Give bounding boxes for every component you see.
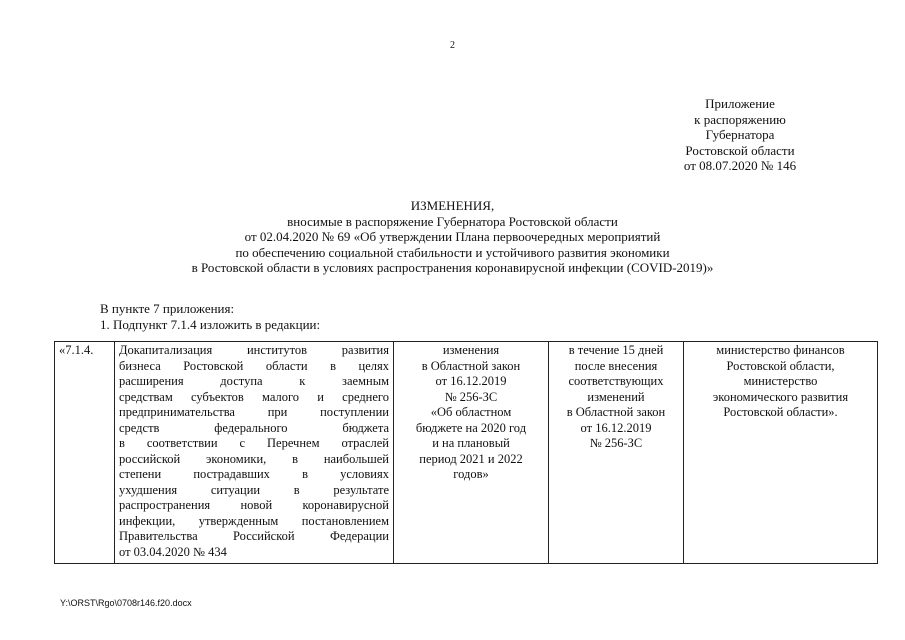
file-path-footer: Y:\ORST\Rgo\0708r146.f20.docx <box>60 598 192 608</box>
basis-line: бюджете на 2020 год <box>415 420 527 435</box>
description-line: Правительства Российской Федерации <box>119 529 389 543</box>
description-line: инфекции, утвержденным постановлением <box>119 513 389 528</box>
document-subtitle-line: по обеспечению социальной стабильности и устойчивого развития экономики <box>235 244 670 260</box>
basis-line: «Об областном <box>430 405 512 419</box>
appendix-line: Приложение <box>705 96 775 111</box>
cell-description <box>115 342 394 564</box>
term-line: изменений <box>587 389 645 404</box>
term-line: № 256-ЗС <box>589 436 643 450</box>
responsible-line: Ростовской области». <box>723 405 838 419</box>
appendix-line: Ростовской области <box>685 142 795 158</box>
basis-line: годов» <box>453 467 489 481</box>
cell-number: «7.1.4. <box>55 342 115 564</box>
document-subtitle-line: в Ростовской области в условиях распространения коронавирусной инфекции (COVID-2019)» <box>191 260 714 275</box>
description-line: степени пострадавших в условиях <box>119 467 389 481</box>
description-line: распространения новой коронавирусной <box>119 498 389 512</box>
intro-line: В пункте 7 приложения: <box>100 301 235 316</box>
description-line: средствам субъектов малого и среднего <box>119 389 389 404</box>
basis-line: в Областной закон <box>421 358 521 373</box>
responsible-line: экономического развития <box>712 389 849 404</box>
basis-line: изменения <box>442 343 500 357</box>
document-header <box>0 198 905 276</box>
basis-line: и на плановый <box>432 436 510 450</box>
responsible-line: Ростовской области, <box>726 358 835 373</box>
cell-basis <box>394 342 549 564</box>
term-line: от 16.12.2019 <box>580 420 652 435</box>
intro-block <box>100 301 320 332</box>
description-line: расширения доступа к заемным <box>119 374 389 388</box>
intro-line: 1. Подпункт 7.1.4 изложить в редакции: <box>100 316 321 332</box>
description-line: от 03.04.2020 № 434 <box>119 544 227 559</box>
cell-term <box>549 342 684 564</box>
description-line: предпринимательства при поступлении <box>119 405 389 419</box>
responsible-line: министерство финансов <box>716 343 845 357</box>
description-line: средств федерального бюджета <box>119 420 389 435</box>
description-line: Докапитализация институтов развития <box>119 343 389 357</box>
changes-table <box>54 341 878 564</box>
description-line: российской экономики, в наибольшей <box>119 451 389 466</box>
appendix-line: к распоряжению <box>694 111 786 127</box>
page-number: 2 <box>450 40 455 51</box>
table-row <box>55 342 878 564</box>
term-line: соответствующих <box>568 374 664 388</box>
basis-line: от 16.12.2019 <box>435 374 507 388</box>
description-line: ухудшения ситуации в результате <box>119 482 389 497</box>
term-line: в Областной закон <box>566 405 666 419</box>
description-line: в соответствии с Перечнем отраслей <box>119 436 389 450</box>
responsible-line: министерство <box>743 374 818 388</box>
term-line: после внесения <box>574 358 658 373</box>
basis-line: период 2021 и 2022 <box>419 451 523 466</box>
cell-responsible <box>684 342 878 564</box>
document-title: ИЗМЕНЕНИЯ, <box>410 198 495 213</box>
appendix-line: Губернатора <box>705 127 775 142</box>
basis-line: № 256-ЗС <box>444 389 498 404</box>
term-line: в течение 15 дней <box>568 343 664 357</box>
document-subtitle-line: от 02.04.2020 № 69 «Об утверждении Плана первоочередных мероприятий <box>244 229 661 244</box>
description-line: бизнеса Ростовской области в целях <box>119 358 389 373</box>
appendix-block <box>660 96 820 174</box>
appendix-line: от 08.07.2020 № 146 <box>683 158 797 173</box>
document-subtitle-line: вносимые в распоряжение Губернатора Ростовской области <box>287 213 618 229</box>
